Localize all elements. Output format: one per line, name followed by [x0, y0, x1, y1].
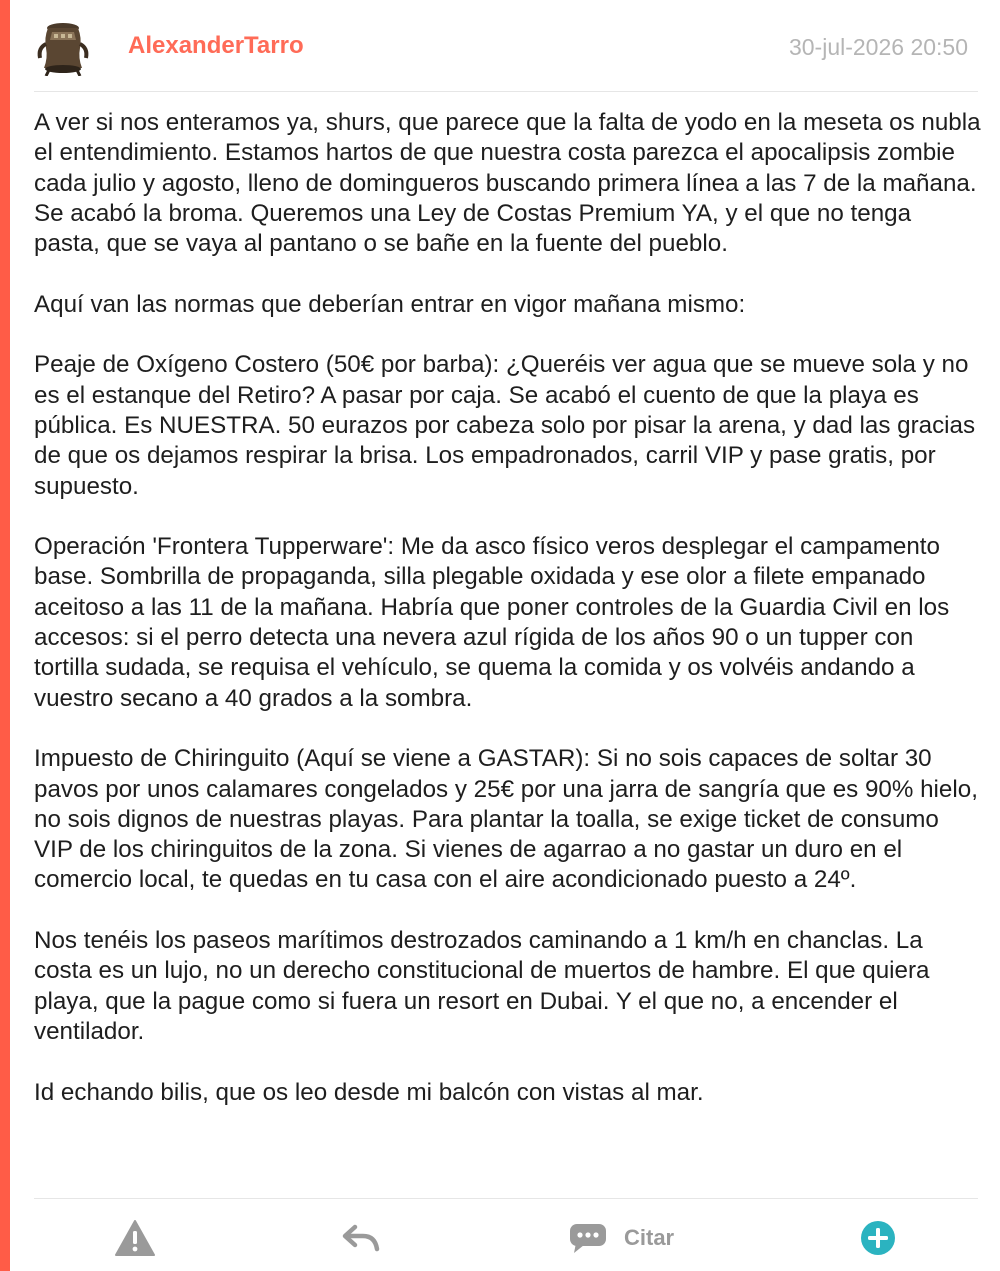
post-timestamp: 30-jul-2026 20:50: [788, 34, 968, 60]
quote-label: Citar: [624, 1225, 675, 1250]
add-button[interactable]: [860, 1210, 896, 1266]
post-paragraph: A ver si nos enteramos ya, shurs, que parece que la falta de yodo en la meseta os nubla el entendimiento. Estamos hartos de que nuestra costa parezca el apocalipsis zombie cada julio y agosto, lleno de domingueros buscando primera línea a las 7 de la mañana. Se acabó la broma. Queremos una Ley de Costas Premium YA, y el que no tenga pasta, que se vaya al pantano o se bañe en la fuente del pueblo.: [34, 109, 981, 258]
footer-divider: [34, 1198, 978, 1199]
report-button[interactable]: [114, 1210, 156, 1266]
post-header: [34, 14, 978, 78]
post-paragraph: Aquí van las normas que deberían entrar en vigor mañana mismo:: [34, 290, 746, 318]
post-body: [34, 108, 982, 1138]
post-accent-bar: [0, 0, 10, 1271]
plus-circle-icon: [860, 1220, 896, 1256]
post-paragraph: Peaje de Oxígeno Costero (50€ por barba): ¿Queréis ver agua que se mueve sola y no es el estanque del Retiro? A pasar por caja. Se acabó el cuento de que la playa es pública. Es NUESTRA. 50 eurazos por cabeza solo por pisar la arena, y dad las gracias de que os dejamos respirar la brisa. Los empadronados, carril VIP y pase gratis, por supuesto.: [34, 351, 976, 500]
post-actions: [10, 1210, 1000, 1266]
avatar-image: [34, 18, 92, 76]
forum-post: [10, 0, 1000, 1271]
warning-triangle-icon: [114, 1219, 156, 1257]
reply-arrow-icon: [341, 1223, 381, 1253]
post-paragraph: Impuesto de Chiringuito (Aquí se viene a GASTAR): Si no sois capaces de soltar 30 pavos por unos calamares congelados y 25€ por una jarra de sangría que es 90% hielo, no sois dignos de nuestras playas. Para plantar la toalla, se exige ticket de consumo VIP de los chiringuitos de la zona. Si vienes de agarrao a no gastar un duro en el comercio local, te quedas en tu casa con el aire acondicionado puesto a 24º.: [34, 745, 978, 894]
post-paragraph: Operación 'Frontera Tupperware': Me da asco físico veros desplegar el campamento base. Sombrilla de propaganda, silla plegable oxidada y ese olor a filete empanado aceitoso a las 11 de la mañana. Habría que poner controles de la Guardia Civil en los accesos: si el perro detecta una nevera azul rígida de los años 90 o un tupper con tortilla sudada, se requisa el vehículo, se quema la comida y os volvéis andando a vuestro secano a 40 grados a la sombra.: [34, 533, 950, 712]
quote-button[interactable]: [568, 1210, 674, 1266]
avatar[interactable]: [34, 18, 92, 76]
header-divider: [34, 91, 978, 92]
reply-button[interactable]: [341, 1210, 381, 1266]
speech-bubble-icon: [568, 1221, 608, 1255]
post-paragraph: Id echando bilis, que os leo desde mi balcón con vistas al mar.: [34, 1078, 704, 1106]
author-username[interactable]: AlexanderTarro: [128, 32, 304, 59]
post-paragraph: Nos tenéis los paseos marítimos destrozados caminando a 1 km/h en chanclas. La costa es un lujo, no un derecho constitucional de muertos de hambre. El que quiera playa, que la pague como si fuera un resort en Dubai. Y el que no, a encender el ventilador.: [34, 927, 930, 1045]
